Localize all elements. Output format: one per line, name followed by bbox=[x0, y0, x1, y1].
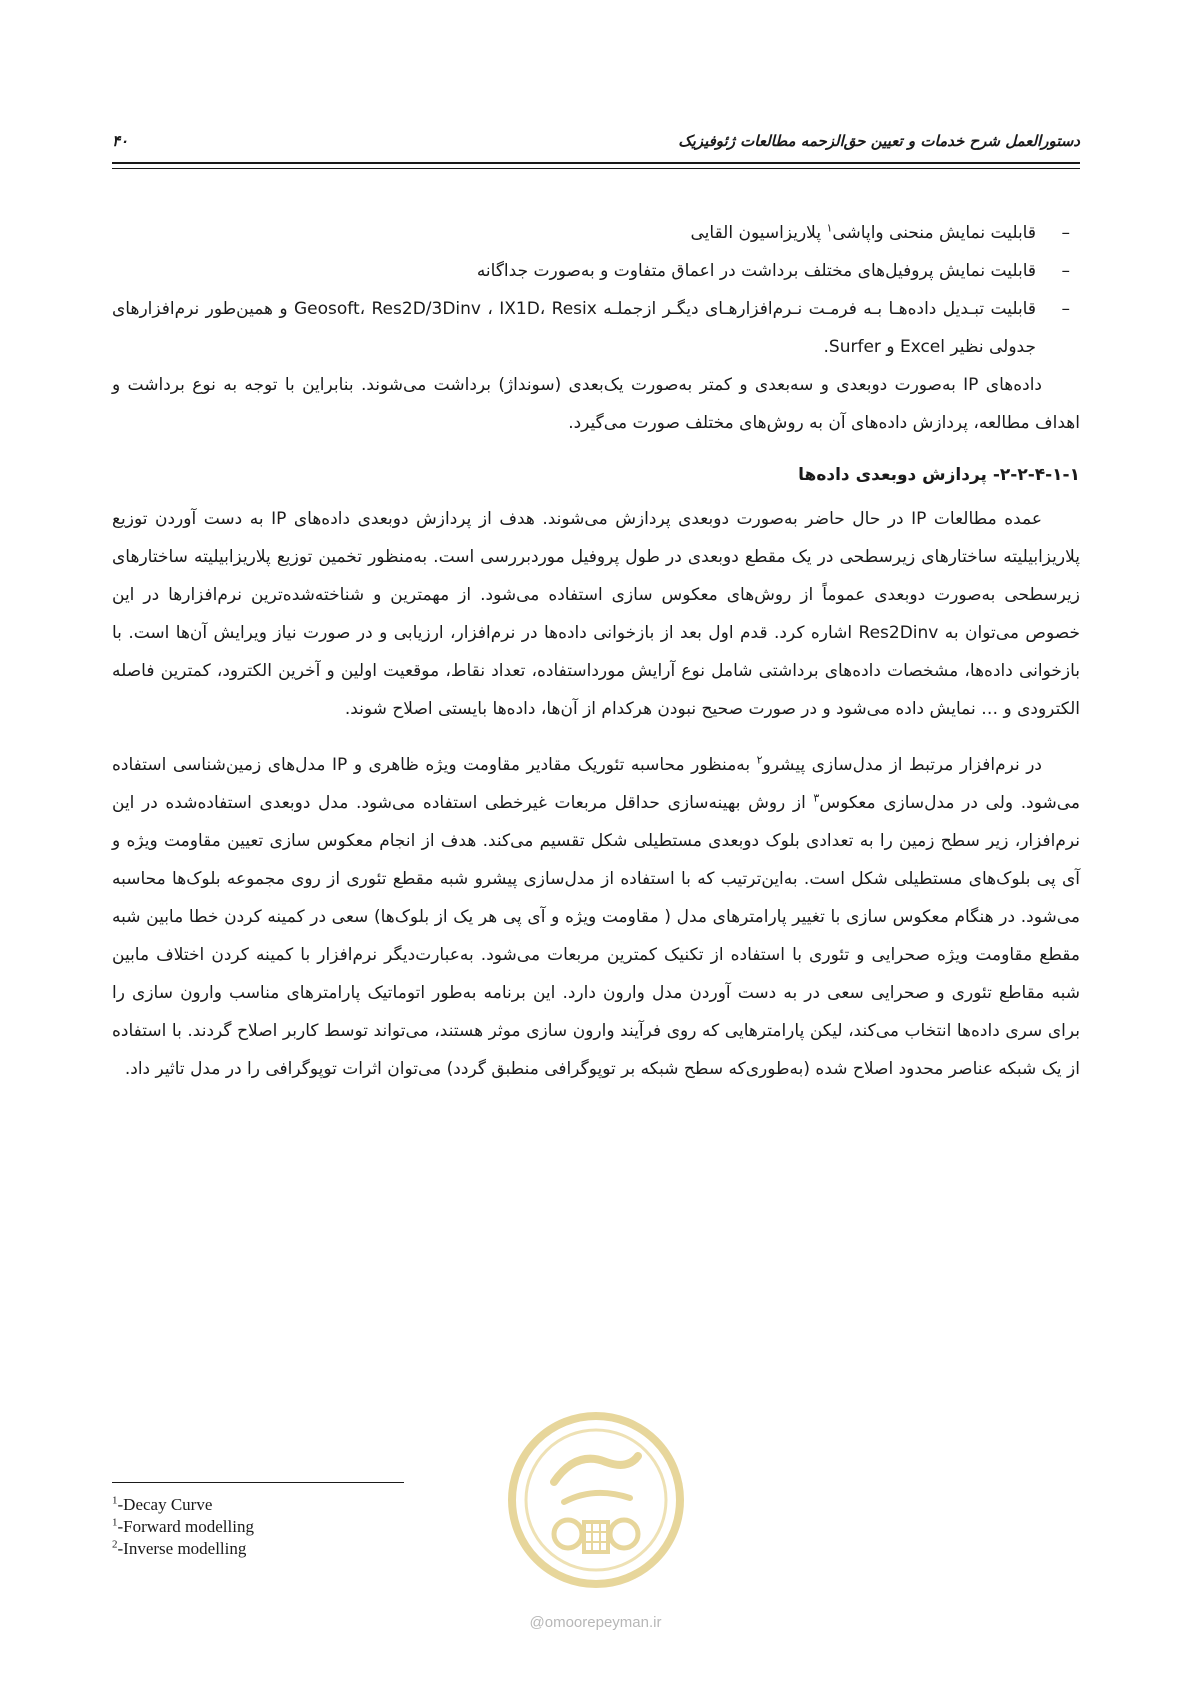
page-header bbox=[112, 128, 1080, 154]
dash-bullet: – bbox=[1061, 261, 1070, 281]
watermark-url: @omoorepeyman.ir bbox=[529, 1614, 662, 1631]
running-title: دستورالعمل شرح خدمات و تعیین حق‌الزحمه مطالعات ژئوفیزیک bbox=[678, 132, 1080, 150]
footnote-text: -Forward modelling bbox=[117, 1517, 254, 1536]
page-number: ۴۰ bbox=[112, 132, 129, 150]
paragraph-text: از روش بهینه‌سازی حداقل مربعات غیرخطی استفاده می‌شود. مدل دوبعدی استفاده‌شده در این نرم‌افزار، زیر سطح زمین را به تعدادی بلوک دوبعدی مستطیلی شکل تقسیم می‌کند. هدف از انجام معکوس سازی تعیین مقاومت ویژه و آی پی بلوک‌های مستطیلی شکل است. به‌این‌ترتیب که با استفاده از مدل‌سازی پیشرو شبه مقطع تئوری از روی مجموعه بلوک‌ها محاسبه می‌شود. در هنگام معکوس سازی با تغییر پارامترهای مدل ( مقاومت ویژه و آی پی هر یک از بلوک‌ها) سعی در کمینه کردن خطا مابین شبه مقطع مقاومت ویژه صحرایی و تئوری با استفاده از تکنیک کمترین مربعات می‌شود. به‌عبارت‌دیگر نرم‌افزار با کمینه کردن اختلاف مابین شبه مقاطع تئوری و صحرایی سعی در به دست آوردن مدل وارون دارد. این برنامه به‌طور اتوماتیک پارامترهای مناسب وارون سازی را برای سری داده‌ها انتخاب می‌کند، لیکن پارامترهایی که روی فرآیند وارون سازی موثر هستند، می‌تواند توسط کاربر اصلاح گردند. با استفاده از یک شبکه عناصر محدود اصلاح شده (به‌طوری‌که سطح شبکه بر توپوگرافی منطبق گردد) می‌توان اثرات توپوگرافی را در مدل تاثیر داد. bbox=[112, 793, 1080, 1079]
feature-list bbox=[112, 214, 1080, 366]
list-item-text: قابلیت نمایش پروفیل‌های مختلف برداشت در اعماق متفاوت و به‌صورت جداگانه bbox=[476, 261, 1036, 281]
paragraph-text: به‌منظور محاسبه تئوریک مقادیر مقاومت ویژه ظاهری و IP مدل‌های زمین‌شناسی استفاده می‌شود. ولی در مدل‌سازی معکوس bbox=[112, 755, 1080, 813]
paragraph-text: در نرم‌افزار مرتبط از مدل‌سازی پیشرو bbox=[762, 755, 1042, 775]
section-heading: ۲-۲-۴-۱-۱- پردازش دوبعدی داده‌ها bbox=[798, 465, 1080, 485]
footnote-number: 1 bbox=[112, 1516, 118, 1529]
intro-paragraph: داده‌های IP به‌صورت دوبعدی و سه‌بعدی و کمتر به‌صورت یک‌بعدی (سونداژ) برداشت می‌شوند. بنابراین با توجه به نوع برداشت و اهداف مطالعه، پردازش داده‌های آن به روش‌های مختلف صورت می‌گیرد. bbox=[112, 375, 1080, 433]
footnote-marker: ۳ bbox=[813, 791, 820, 805]
footnote-marker: ۱ bbox=[826, 221, 833, 235]
footnote-text: -Decay Curve bbox=[117, 1495, 213, 1514]
footnote-marker: ۲ bbox=[756, 753, 763, 767]
list-item-text-tail: پلاریزاسیون القایی bbox=[690, 223, 827, 243]
footnote-number: 1 bbox=[112, 1494, 118, 1507]
list-item bbox=[112, 214, 1080, 252]
footnote-rule bbox=[112, 1482, 404, 1483]
watermark-logo-icon bbox=[506, 1410, 686, 1590]
page-body bbox=[112, 214, 1080, 1088]
dash-bullet: – bbox=[1061, 299, 1070, 319]
dash-bullet: – bbox=[1061, 223, 1070, 243]
footnote-text: -Inverse modelling bbox=[117, 1539, 247, 1558]
header-rule bbox=[112, 162, 1080, 169]
footnote-number: 2 bbox=[112, 1538, 118, 1551]
list-item bbox=[112, 290, 1080, 366]
list-item-text: قابلیت تبـدیل داده‌هـا بـه فرمـت نـرم‌افزارهـای دیگـر ازجملـه Geosoft، Res2D/3Dinv ، IX1D، Resix و همین‌طور نرم‌افزارهای جدولی نظیر Excel و Surfer. bbox=[112, 299, 1036, 357]
body-paragraph bbox=[112, 746, 1080, 1088]
body-paragraph: عمده مطالعات IP در حال حاضر به‌صورت دوبعدی پردازش می‌شوند. هدف از پردازش دوبعدی داده‌های IP به دست آوردن توزیع پلاریزابیلیته ساختارهای زیرسطحی در یک مقطع دوبعدی در طول پروفیل موردبررسی است. به‌منظور تخمین توزیع پلاریزابیلیته ساختارهای زیرسطحی به‌صورت دوبعدی عموماً از روش‌های معکوس سازی استفاده می‌شود. از مهمترین و شناخته‌شده‌ترین نرم‌افزارها در این خصوص می‌توان به Res2Dinv اشاره کرد. قدم اول بعد از بازخوانی داده‌ها در نرم‌افزار، ارزیابی و در صورت نیاز ویرایش آن‌ها است. با بازخوانی داده‌ها، مشخصات داده‌های برداشتی شامل نوع آرایش مورداستفاده، تعداد نقاط، موقعیت اولین و آخرین الکترود، کمترین فاصله الکترودی و … نمایش داده می‌شود و در صورت صحیح نبودن هرکدام از آن‌ها، داده‌ها بایستی اصلاح شوند. bbox=[112, 509, 1081, 719]
list-item bbox=[112, 252, 1080, 290]
list-item-text: قابلیت نمایش منحنی واپاشی bbox=[832, 223, 1036, 243]
